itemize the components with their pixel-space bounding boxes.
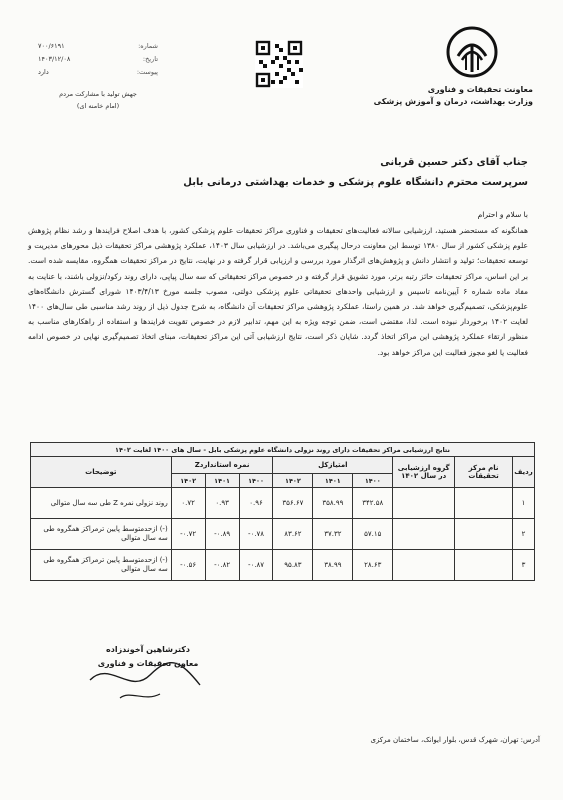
row-index: ۲	[513, 519, 535, 550]
z-cell: ۰.۷۸-	[239, 519, 273, 550]
center-name	[455, 488, 513, 519]
group-cell	[393, 550, 455, 581]
score-cell: ۹۵.۸۳	[273, 550, 313, 581]
header-row: ردیف	[513, 457, 535, 488]
meta-date: تاریخ: ۱۴۰۳/۱۲/۰۸	[38, 55, 158, 63]
greeting: با سلام و احترام	[477, 210, 528, 219]
row-index: ۱	[513, 488, 535, 519]
table-row	[31, 519, 535, 550]
ministry-name: معاونت تحقیقات و فناوری وزارت بهداشت، درمان و آموزش پزشکی	[373, 85, 533, 106]
z-cell: ۰.۷۲-	[171, 519, 205, 550]
footer-address: آدرس: تهران، شهرک قدس، بلوار ایوانک، ساختمان مرکزی	[370, 736, 540, 744]
score-cell: ۸۳.۶۲	[273, 519, 313, 550]
score-cell: ۵۷.۱۵	[353, 519, 393, 550]
signer-name: دکترشاهین آخوندزاده	[106, 645, 190, 654]
table-row	[31, 550, 535, 581]
score-cell: ۳۵۶.۶۷	[273, 488, 313, 519]
row-index: ۳	[513, 550, 535, 581]
score-cell: ۳۵۸.۹۹	[313, 488, 353, 519]
header-zscore: نمره استانداردZ	[171, 457, 273, 474]
table-row	[31, 488, 535, 519]
signer-block	[88, 643, 208, 671]
score-cell: ۳۸.۹۹	[313, 550, 353, 581]
addressee: جناب آقای دکتر حسین قربانی سرپرست محترم دانشگاه علوم پزشکی و خدمات بهداشتی درمانی بابل	[183, 157, 528, 188]
ministry-emblem-icon	[428, 26, 516, 82]
z-cell: ۰.۷۲	[171, 488, 205, 519]
group-cell	[393, 519, 455, 550]
header-score: امتیازکل	[273, 457, 393, 474]
group-cell	[393, 488, 455, 519]
z-cell: ۰.۸۲-	[205, 550, 239, 581]
z-cell: ۰.۹۳	[205, 488, 239, 519]
note-cell: روند نزولی نمره Z طی سه سال متوالی	[31, 488, 172, 519]
slogan: جهش تولید با مشارکت مردم (امام خامنه ای)	[59, 90, 137, 110]
header-center: نام مرکز تحقیقات	[455, 457, 513, 488]
letter-body: همانگونه که مستحضر هستید، ارزشیابی سالانه فعالیت‌های تحقیقات و فناوری مراکز تحقیقات علوم پزشکی کشور، با هدف اصلاح فرایندها و رشد نظام پژوهش علوم پزشکی کشور از سال ۱۳۸۰ توسط این معاونت درحال پیگیری می‌باشد. در ارزشیابی سال ۱۴۰۳، عملکرد پژوهشی مراکز تحقیقات ذیل محورهای مدیریت و توسعه تحقیقات؛ تولید و انتشار دانش و پژوهش‌های اثرگذار مورد بررسی و ارزیابی قرار گرفته و در نهایت، نتایج در مراکز تحقیقات همگروه، مقایسه شده است. بر این اساس، مراکز تحقیقات حائز رتبه برتر، مورد تشویق قرار گرفته و در خصوص مراکز تحقیقاتی که سه سال پیاپی، دارای روند رکود/نزولی باشند، با عنایت به مفاد ماده شماره ۶ آیین‌نامه تاسیس و ارزشیابی واحدهای تحقیقاتی علوم پزشکی دولتی، مصوب جلسه مورخ ۱۴۰۳/۴/۱۳ شورای گسترش دانشگاه‌های علوم‌پزشکی، تصمیم‌گیری خواهد شد. در همین راستا، عملکرد پژوهشی مراکز تحقیقات آن دانشگاه، به شرح جدول ذیل از روند رشد مناسبی طی سال‌های ۱۴۰۰ لغایت ۱۴۰۲ برخوردار نبوده است. لذا، مقتضی است، ضمن توجه ویژه به این مهم، تدابیر لازم در خصوص تقویت فرایندها و استفاده از راهکارهای مناسب به منظور ارتقاء عملکرد پژوهشی این مراکز اتخاذ گردد. شایان ذکر است، نتایج ارزشیابی آتی این مراکز تحقیقات، مبنای اتخاذ تصمیم‌گیری نهایی در خصوص ادامه فعالیت یا لغو مجوز فعالیت این مراکز خواهد بود.	[28, 226, 528, 357]
letter-meta	[38, 40, 158, 79]
year-header: ۱۴۰۰	[353, 474, 393, 488]
year-header: ۱۴۰۱	[205, 474, 239, 488]
meta-number: شماره: ۷۰۰/۶۱۹۱	[38, 42, 158, 50]
center-name	[455, 550, 513, 581]
table-caption: نتایج ارزشیابی مراکز تحقیقات دارای روند نزولی دانشگاه علوم پزشکی بابل - سال های ۱۴۰۰ لغایت ۱۴۰۲	[31, 443, 535, 457]
center-name	[455, 519, 513, 550]
header-notes: توضیحات	[31, 457, 172, 488]
year-header: ۱۴۰۱	[313, 474, 353, 488]
note-cell: (-) ازحدمتوسط پایین ترمراکز همگروه طی سه سال متوالی	[31, 519, 172, 550]
qr-code-icon	[255, 40, 303, 88]
signer-title: معاون تحقیقات و فناوری	[97, 659, 199, 668]
score-cell: ۲۸.۶۳	[353, 550, 393, 581]
score-cell: ۳۴۲.۵۸	[353, 488, 393, 519]
results-table	[30, 442, 535, 581]
year-header: ۱۴۰۲	[273, 474, 313, 488]
z-cell: ۰.۵۶-	[171, 550, 205, 581]
header-group: گروه ارزشیابی در سال ۱۴۰۲	[393, 457, 455, 488]
score-cell: ۳۷.۳۲	[313, 519, 353, 550]
meta-attachment: پیوست: دارد	[38, 68, 158, 76]
z-cell: ۰.۸۹-	[205, 519, 239, 550]
note-cell: (-) ازحدمتوسط پایین ترمراکز همگروه طی سه سال متوالی	[31, 550, 172, 581]
z-cell: ۰.۸۷-	[239, 550, 273, 581]
z-cell: ۰.۹۶	[239, 488, 273, 519]
year-header: ۱۴۰۲	[171, 474, 205, 488]
year-header: ۱۴۰۰	[239, 474, 273, 488]
